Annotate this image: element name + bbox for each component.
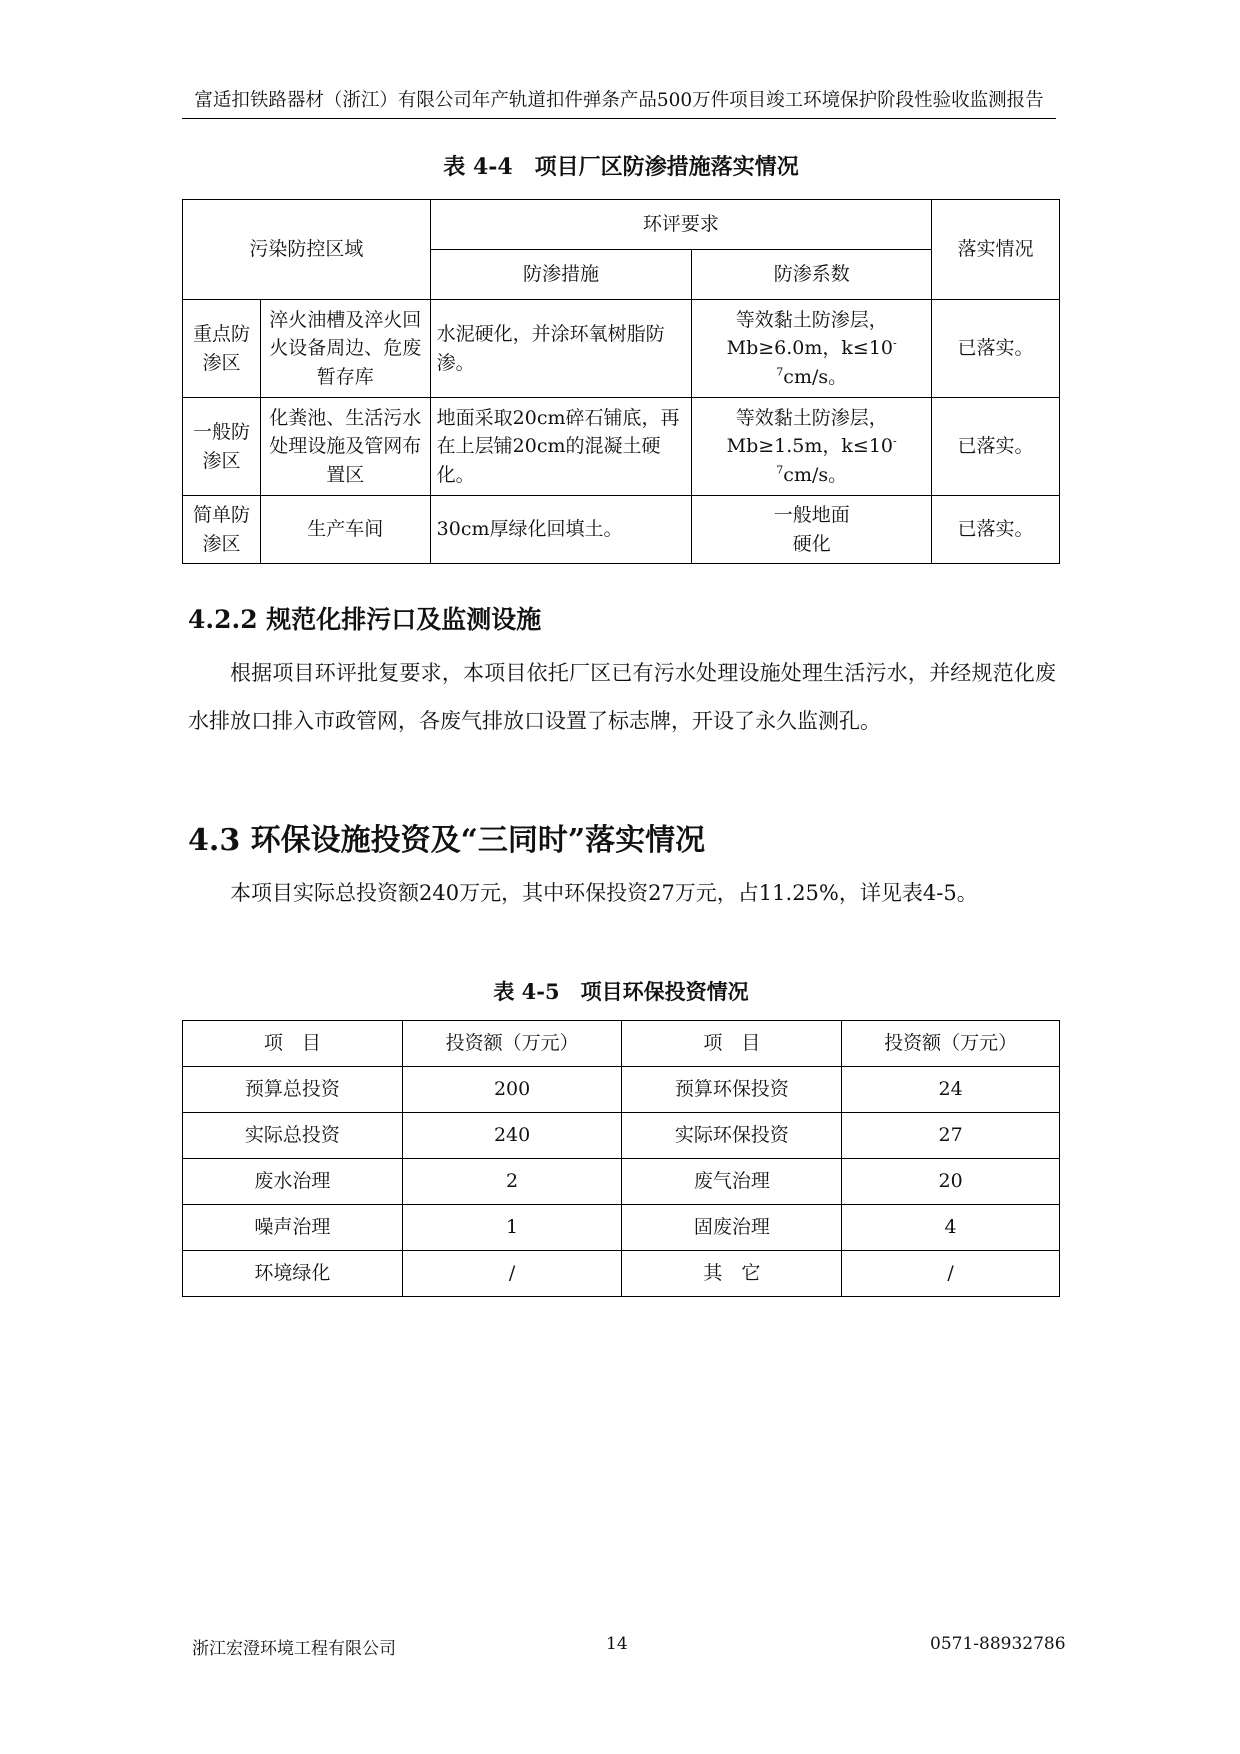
zone-cell: 简单防渗区 [183, 496, 261, 564]
header-amount: 投资额（万元） [402, 1021, 622, 1067]
seepage-prevention-table [182, 199, 1060, 564]
coef-cell [692, 300, 932, 398]
amount-cell: 1 [402, 1205, 622, 1251]
coef-line2: 硬化 [792, 532, 831, 555]
header-area: 污染防控区域 [183, 200, 431, 300]
section-4-3-heading: 4.3 环保设施投资及“三同时”落实情况 [188, 823, 706, 858]
table-row [183, 1113, 1060, 1159]
measure-cell: 30cm厚绿化回填土。 [430, 496, 692, 564]
table-row [183, 1205, 1060, 1251]
coef-line1: 一般地面 [773, 504, 850, 526]
amount-cell: / [842, 1251, 1060, 1297]
footer-page-number: 14 [606, 1634, 628, 1654]
item-cell: 固废治理 [622, 1205, 842, 1251]
section-4-2-2-heading: 4.2.2 规范化排污口及监测设施 [188, 605, 542, 634]
amount-cell: 20 [842, 1159, 1060, 1205]
header-status: 落实情况 [932, 200, 1060, 300]
table-row [183, 496, 1060, 564]
coef-line1: 等效黏土防渗层， [735, 406, 888, 429]
coef-cell [692, 496, 932, 564]
coef-line1: 等效黏土防渗层， [735, 308, 888, 331]
scope-cell: 淬火油槽及淬火回火设备周边、危废暂存库 [260, 300, 430, 398]
scope-cell: 生产车间 [260, 496, 430, 564]
section-4-2-2-body: 根据项目环评批复要求，本项目依托厂区已有污水处理设施处理生活污水，并经规范化废水排放口排入市政管网，各废气排放口设置了标志牌，开设了永久监测孔。 [188, 661, 1056, 733]
amount-cell: 27 [842, 1113, 1060, 1159]
section-4-3-body: 本项目实际总投资额240万元，其中环保投资27万元，占11.25%，详见表4-5。 [230, 881, 978, 905]
zone-cell: 重点防渗区 [183, 300, 261, 398]
amount-cell: 200 [402, 1067, 622, 1113]
coef-line2: Mb≥6.0m，$k\le 10^{-7}cm/s$。 [726, 336, 897, 388]
item-cell: 环境绿化 [183, 1251, 403, 1297]
amount-cell: / [402, 1251, 622, 1297]
item-cell: 其 它 [622, 1251, 842, 1297]
table-header-row [183, 1021, 1060, 1067]
item-cell: 实际总投资 [183, 1113, 403, 1159]
status-cell: 已落实。 [932, 300, 1060, 398]
amount-cell: 2 [402, 1159, 622, 1205]
table-row [183, 398, 1060, 496]
amount-cell: 240 [402, 1113, 622, 1159]
measure-cell: 水泥硬化，并涂环氧树脂防渗。 [430, 300, 692, 398]
status-cell: 已落实。 [932, 496, 1060, 564]
table-row [183, 1067, 1060, 1113]
header-measure: 防渗措施 [430, 250, 692, 300]
table-4-5-caption: 表 4-5 项目环保投资情况 [493, 979, 749, 1004]
scope-cell: 化粪池、生活污水处理设施及管网布置区 [260, 398, 430, 496]
table-row [183, 1159, 1060, 1205]
zone-cell: 一般防渗区 [183, 398, 261, 496]
header-eia: 环评要求 [430, 200, 931, 250]
item-cell: 预算总投资 [183, 1067, 403, 1113]
item-cell: 废气治理 [622, 1159, 842, 1205]
item-cell: 噪声治理 [183, 1205, 403, 1251]
item-cell: 预算环保投资 [622, 1067, 842, 1113]
header-coef: 防渗系数 [692, 250, 932, 300]
measure-cell: 地面采取20cm碎石铺底，再在上层铺20cm的混凝土硬化。 [430, 398, 692, 496]
status-cell: 已落实。 [932, 398, 1060, 496]
footer-company: 浙江宏澄环境工程有限公司 [192, 1639, 396, 1659]
header-amount: 投资额（万元） [842, 1021, 1060, 1067]
table-row [183, 300, 1060, 398]
header-item: 项 目 [622, 1021, 842, 1067]
amount-cell: 4 [842, 1205, 1060, 1251]
item-cell: 废水治理 [183, 1159, 403, 1205]
table-row [183, 1251, 1060, 1297]
item-cell: 实际环保投资 [622, 1113, 842, 1159]
investment-table [182, 1020, 1060, 1297]
amount-cell: 24 [842, 1067, 1060, 1113]
header-item: 项 目 [183, 1021, 403, 1067]
table-4-4-caption: 表 4-4 项目厂区防渗措施落实情况 [443, 154, 799, 180]
coef-cell [692, 398, 932, 496]
coef-line2: Mb≥1.5m，$k\le 10^{-7}cm/s$。 [726, 434, 897, 486]
footer-phone: 0571-88932786 [930, 1634, 1066, 1654]
page-header: 富适扣铁路器材（浙江）有限公司年产轨道扣件弹条产品500万件项目竣工环境保护阶段性验收监测报告 [182, 86, 1056, 119]
